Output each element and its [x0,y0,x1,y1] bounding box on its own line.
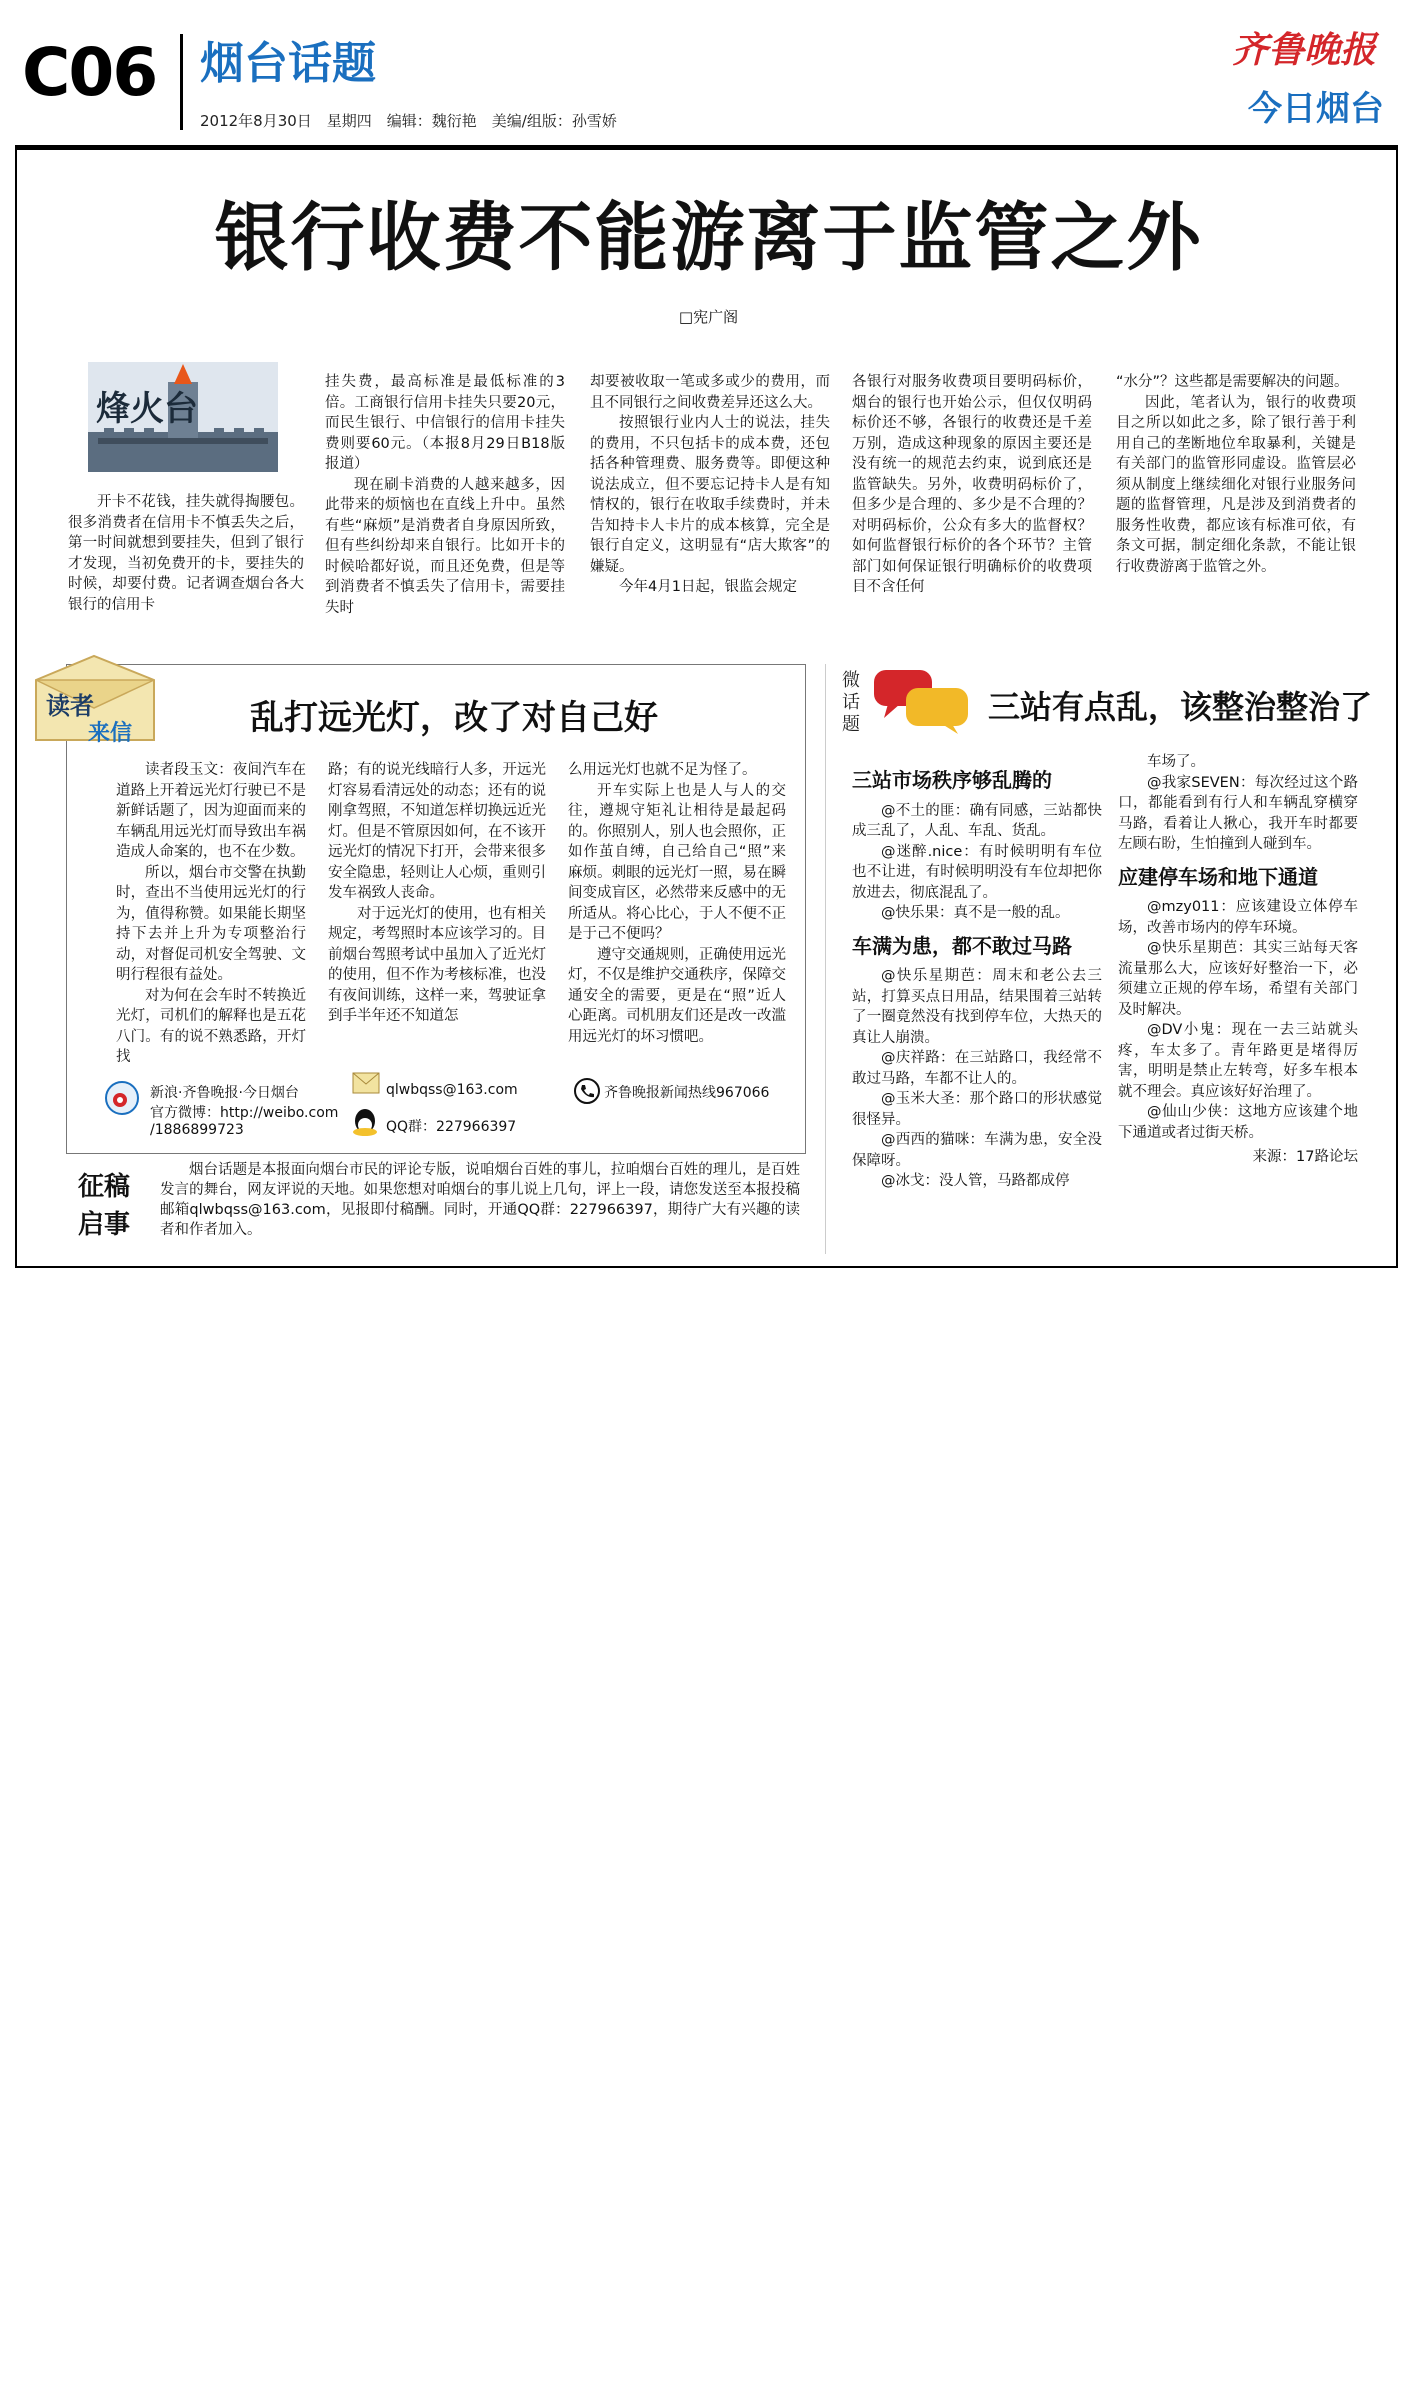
mail-icon [352,1072,380,1094]
comment: @冰戈：没人管，马路都成停 [881,1173,1070,1189]
comment: @西西的猫咪：车满为患，安全没保障呀。 [852,1132,1102,1169]
comment: @迷醉.nice：有时候明明有车位也不让进，有时候明明没有车位却把你放进去，彻底混乱了。 [852,843,1102,901]
dateline: 2012年8月30日 星期四 编辑：魏衍艳 美编/组版：孙雪娇 [200,112,617,130]
article-column-3 [590,372,830,598]
call-for-submissions-text: 烟台话题是本报面向烟台市民的评论专版，说咱烟台百姓的事儿，拉咱烟台百姓的理儿，是百姓发言的舞台，网友评说的天地。如果您想对咱烟台的事儿说上几句，评上一段，请您发送至本报投稿邮箱qlwbqss@163.com，见报即付稿酬。同时，开通QQ群：227966397，期待广大有兴趣的读者和作者加入。 [160,1162,800,1238]
article-paragraph: 现在刷卡消费的人越来越多，因此带来的烦恼也在直线上升中。虽然有些“麻烦”是消费者自身原因所致，但有些纠纷却来自银行。比如开卡的时候哈都好说，而且还免费，但是等到消费者不慎丢失了信用卡，需要挂失时 [325,476,565,616]
comment: 车场了。 [1147,754,1205,770]
weibo-icon [104,1080,140,1116]
comment: @庆祥路：在三站路口，我经常不敢过马路，车都不让人的。 [852,1050,1102,1087]
letter-paragraph: 遵守交通规则，正确使用远光灯，不仅是维护交通秩序，保障交通安全的需要，更是在“照”近人心距离。司机朋友们还是改一改滥用远光灯的坏习惯吧。 [568,946,786,1045]
badge-text-bottom: 来信 [88,721,133,746]
comment: @快乐果：真不是一般的乱。 [881,905,1070,921]
article-column-5 [1116,372,1356,577]
headline: 银行收费不能游离于监管之外 [214,195,1203,281]
article-paragraph: “水分”？这些都是需要解决的问题。 [1116,374,1349,390]
comment: @快乐星期芭：周末和老公去三站，打算买点日用品，结果围着三站转了一圈竟然没有找到停车位，大热天的真让人崩溃。 [852,968,1102,1046]
call-label-line-1: 征稿 [78,1172,131,1202]
subheading: 车满为患，都不敢过马路 [852,933,1072,958]
contact-email[interactable]: qlwbqss@163.com [386,1082,518,1098]
article-column-2 [325,372,565,618]
article-column-4 [852,372,1092,598]
micro-topic-left-column [852,770,1102,1192]
comment: @快乐星期芭：其实三站每天客流量那么大，应该好好整治一下，必须建立正规的停车场，希望有关部门及时解决。 [1118,940,1358,1018]
call-for-submissions-label [78,1168,130,1244]
news-hotline: 齐鲁晚报新闻热线967066 [604,1085,770,1101]
article-paragraph: 按照银行业内人士的说法，挂失的费用，不只包括卡的成本费，还包括各种管理费、服务费等。即便这种说法成立，但不要忘记持卡人是有知情权的，银行在收取手续费时，并未告知持卡人卡片的成本核算，完全是银行自定义，这明显有“店大欺客”的嫌疑。 [590,415,830,575]
byline: □宪广阁 [678,308,739,326]
comment: @玉米大圣：那个路口的形状感觉很怪异。 [852,1091,1102,1128]
letter-column-3 [568,760,786,1047]
section-title: 烟台话题 [200,38,376,89]
letter-paragraph: 路；有的说光线暗行人多，开远光灯容易看清远处的动态；还有的说刚拿驾照，不知道怎样切换远近光灯。但是不管原因如何，在不该开远光灯的情况下打开，会带来很多安全隐患，轻则让人心烦，重则引发车祸致人丧命。 [328,762,546,901]
phone-icon [574,1078,600,1104]
reader-letter-title: 乱打远光灯，改了对自己好 [250,698,658,738]
badge-text-top: 读者 [46,692,94,720]
comment: @不土的匪：确有同感，三站都快成三乱了，人乱、车乱、货乱。 [852,802,1102,839]
subheading: 应建停车场和地下通道 [1118,864,1318,889]
article-paragraph: 开卡不花钱，挂失就得掏腰包。很多消费者在信用卡不慎丢失之后，第一时间就想到要挂失，但到了银行才发现，当初免费开的卡，要挂失的时候，却要付费。记者调查烟台各大银行的信用卡 [68,494,304,613]
article-paragraph: 挂失费，最高标准是最低标准的3倍。工商银行信用卡挂失只要20元，而民生银行、中信银行的信用卡挂失费则要60元。（本报8月29日B18版报道） [325,374,565,472]
page-code: C06 [22,34,157,111]
micro-topic-title: 三站有点乱，该整治整治了 [988,688,1373,726]
beacon-column-logo [88,362,278,472]
article-paragraph: 却要被收取一笔或多或少的费用，而且不同银行之间收费差异还这么大。 [590,374,830,411]
source-credit: 来源：17路论坛 [1252,1149,1358,1165]
beacon-tower-icon [88,362,278,472]
comment: @我家SEVEN：每次经过这个路口，都能看到有行人和车辆乱穿横穿马路，看着让人揪心，我开车时都要左顾右盼，生怕撞到人碰到车。 [1118,774,1358,852]
article-paragraph: 今年4月1日起，银监会规定 [619,579,797,595]
speech-bubbles-icon [872,668,972,736]
micro-topic-label: 微话题 [842,670,860,735]
article-paragraph: 因此，笔者认为，银行的收费项目之所以如此之多，除了银行善于利用自己的垄断地位牟取暴利，关键是有关部门的监管形同虚设。监管层必须从制度上继续细化对银行业服务问题的监督管理，凡是涉及到消费者的服务性收费，都应该有标准可依，有条文可据，制定细化条款，不能让银行收费游离于监管之外。 [1116,394,1356,575]
reader-letter-badge [30,650,160,746]
comment: @mzy011：应该建设立体停车场，改善市场内的停车环境。 [1118,899,1358,936]
article-column-1 [68,492,304,615]
brand-logo: 齐鲁晚报 [1232,29,1377,71]
comment: @DV小鬼：现在一去三站就头疼，车太多了。青年路更是堵得厉害，明明是禁止左转弯，好多车根本就不理会。真应该好好治理了。 [1118,1022,1358,1100]
weibo-id: /1886899723 [150,1122,244,1138]
qq-icon [352,1108,378,1138]
frame-top-rule [15,145,1398,150]
letter-paragraph: 开车实际上也是人与人的交往，遵规守矩礼让相待是最起码的。你照别人，别人也会照你，正如作茧自缚，自己给自己“照”来麻烦。刺眼的远光灯一照，易在瞬间变成盲区，必然带来反感中的无所适从。将心比心，于人不便不正是于己不便吗？ [568,782,786,942]
call-label-line-2: 启事 [78,1210,131,1240]
edition-name: 今日烟台 [1248,89,1384,129]
weibo-url[interactable]: 官方微博：http://weibo.com [150,1105,339,1121]
header-divider [180,34,183,130]
letter-paragraph: 读者段玉文：夜间汽车在道路上开着远光灯行驶已不是新鲜话题了，因为迎面而来的车辆乱用远光灯而导致出车祸造成人命案的，也不在少数。 [116,762,306,860]
letter-paragraph: 么用远光灯也就不足为怪了。 [568,762,757,778]
beacon-logo-text: 烽火台 [96,389,198,429]
article-paragraph: 各银行对服务收费项目要明码标价，烟台的银行也开始公示，但仅仅明码标价还不够，各银行的收费还是千差万别，造成这种现象的原因主要还是没有统一的规范去约束，说到底还是监管缺失。另外，收费明码标价了，但多少是合理的、多少是不合理的？对明码标价，公众有多大的监督权？如何监督银行标价的各个环节？主管部门如何保证银行明确标价的收费项目不含任何 [852,374,1092,595]
qq-group: QQ群：227966397 [386,1119,517,1135]
comment: @仙山少侠：这地方应该建个地下通道或者过街天桥。 [1118,1104,1358,1141]
letter-column-2 [328,760,546,1027]
letter-paragraph: 对为何在会车时不转换近光灯，司机们的解释也是五花八门。有的说不熟悉路，开灯找 [116,987,306,1065]
letter-paragraph: 所以，烟台市交警在执勤时，查出不当使用远光灯的行为，值得称赞。如果能长期坚持下去并上升为专项整治行动，对督促司机安全驾驶、文明行程很有益处。 [116,864,306,983]
weibo-name: 新浪·齐鲁晚报·今日烟台 [150,1085,299,1101]
letter-column-1 [116,760,306,1068]
subheading: 三站市场秩序够乱腾的 [852,768,1052,792]
letter-paragraph: 对于远光灯的使用，也有相关规定，考驾照时本应该学习的。目前烟台驾照考试中虽加入了近光灯的使用，但不作为考核标准，也没有夜间训练，这样一来，驾驶证拿到手半年还不知道怎 [328,905,546,1024]
column-divider [825,664,826,1254]
micro-topic-right-column [1118,752,1358,1168]
